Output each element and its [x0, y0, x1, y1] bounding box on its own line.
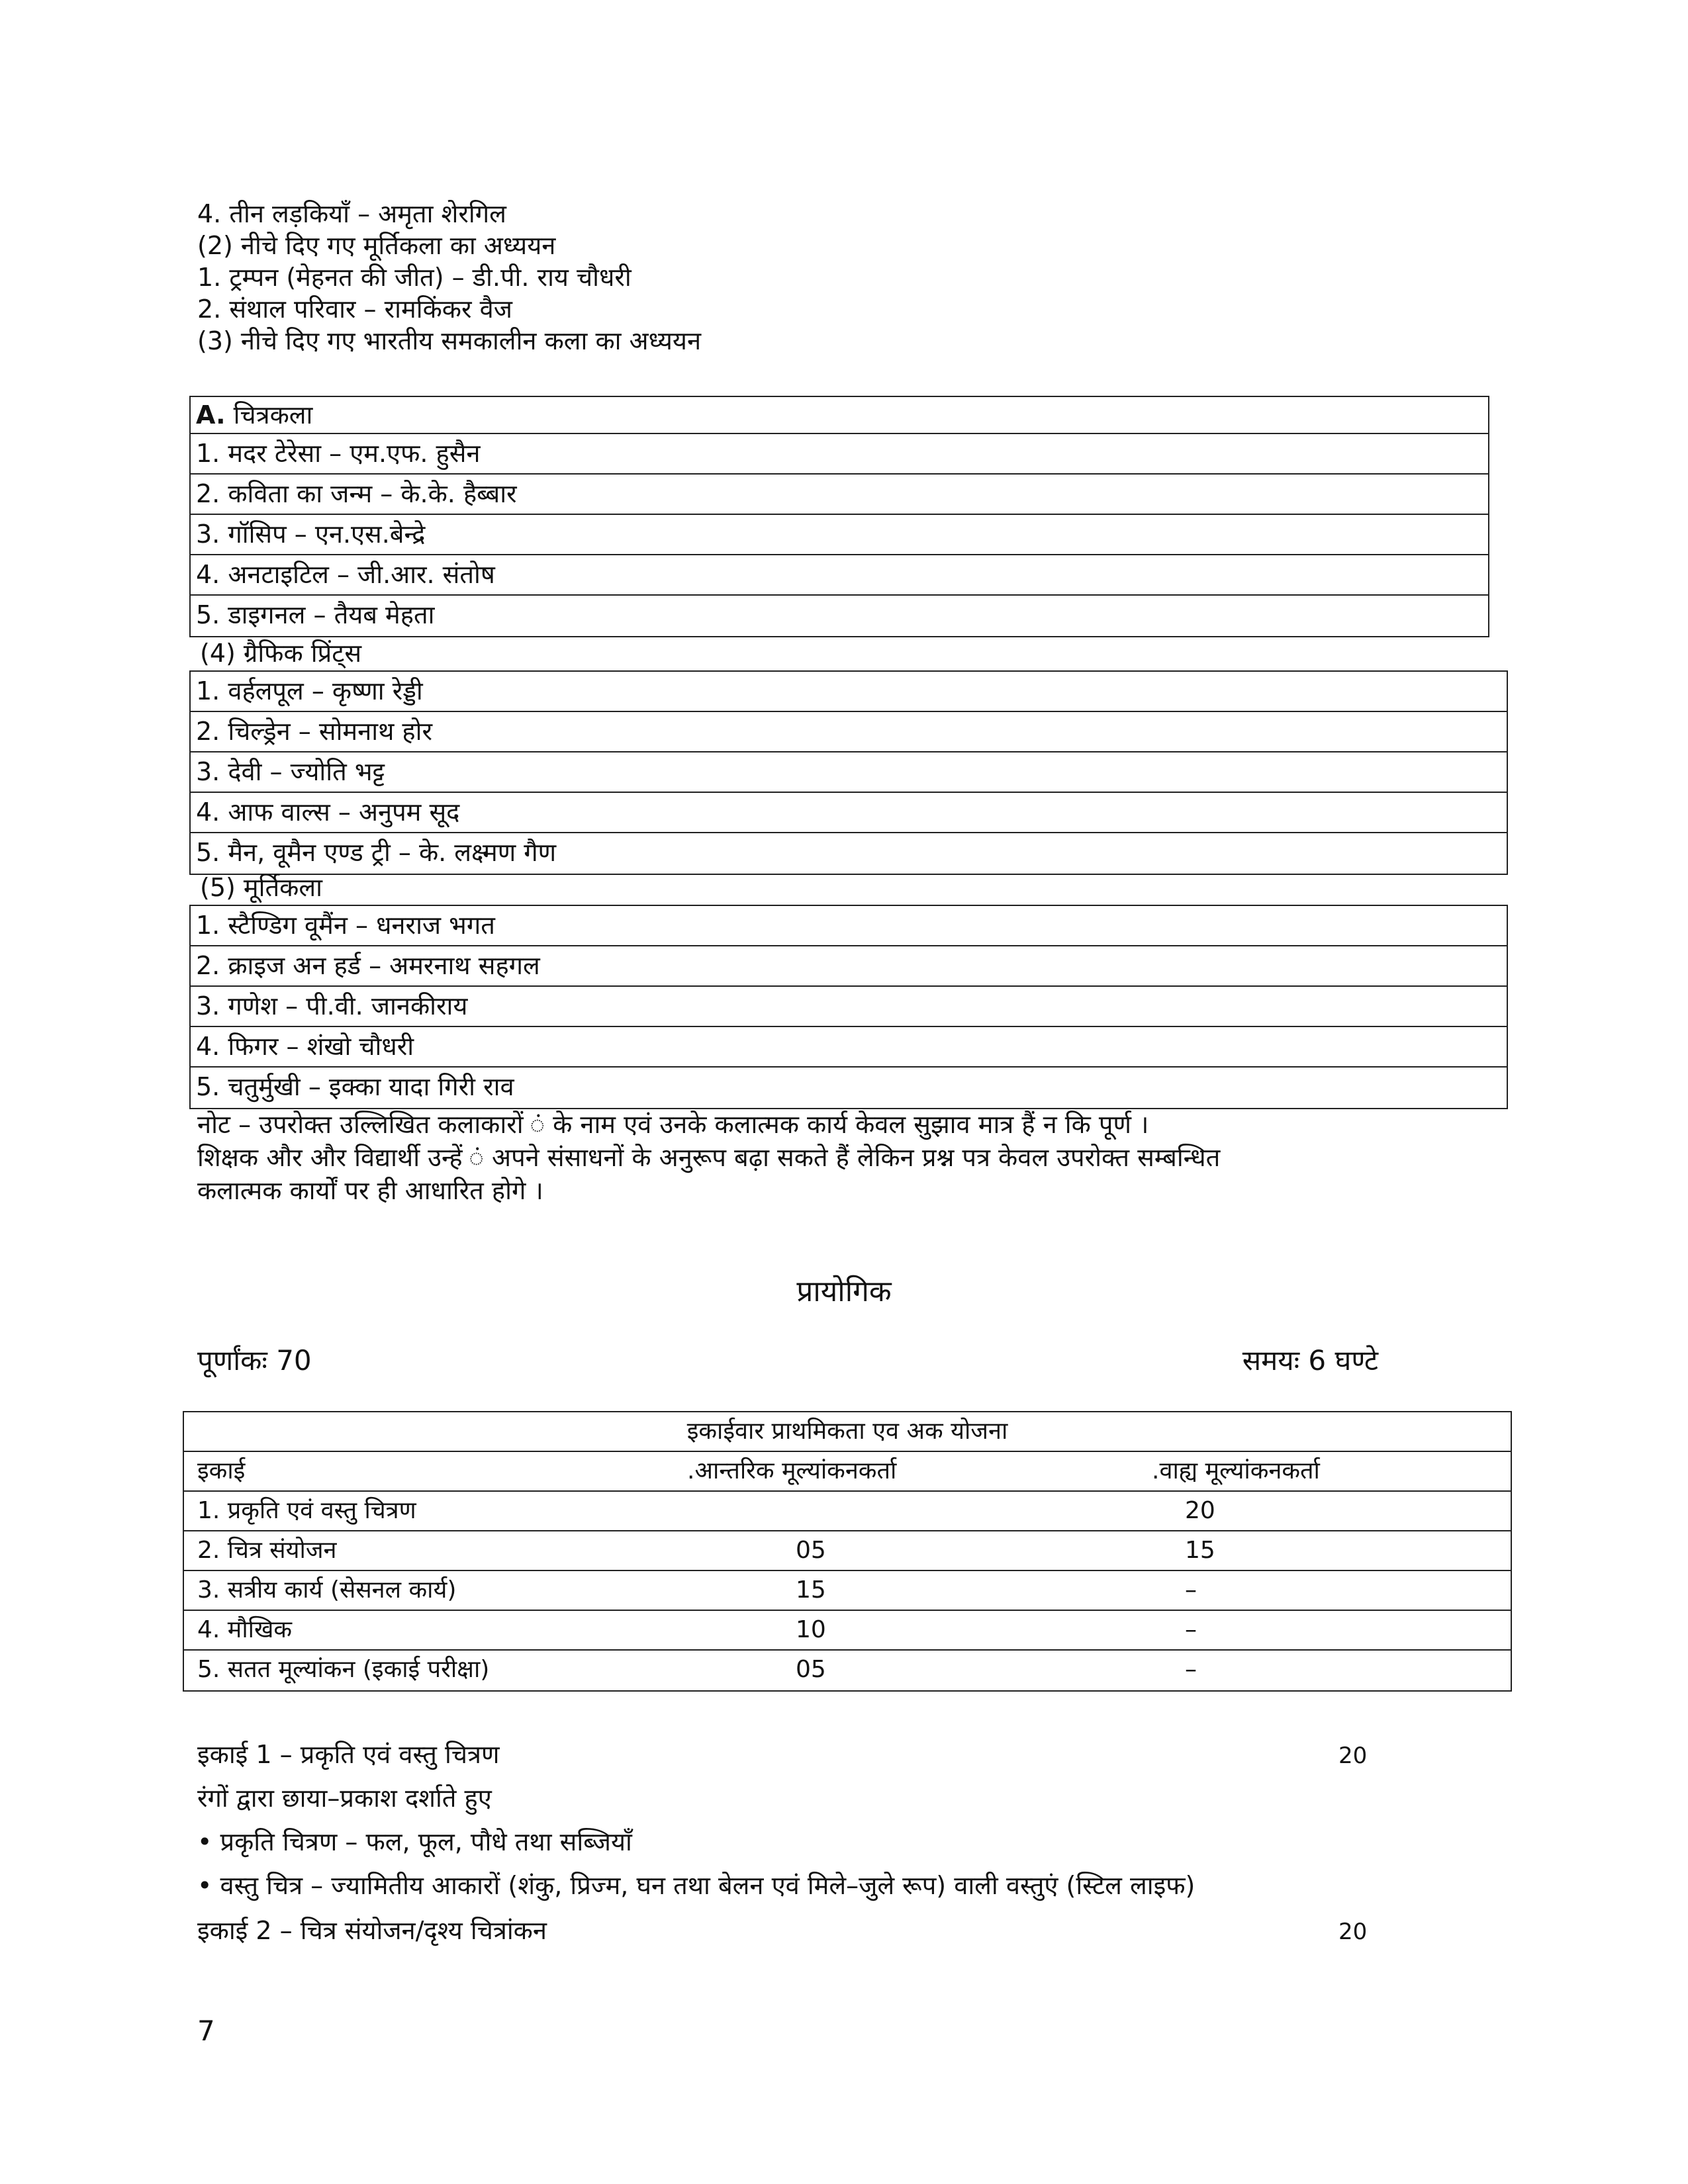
header-internal: .आन्तरिक मूल्यांकनकर्ता	[687, 1457, 897, 1484]
table-row: 3. देवी – ज्योति भट्ट	[191, 752, 1507, 793]
table-row	[184, 1611, 1511, 1651]
section-label: (4) ग्रैफिक प्रिंट्स	[200, 639, 362, 668]
table-row	[184, 1492, 1511, 1531]
unit-name: 5. सतत मूल्यांकन (इकाई परीक्षा)	[197, 1656, 490, 1683]
internal-marks: 15	[796, 1576, 826, 1604]
table-row: 3. गणेश – पी.वी. जानकीराय	[191, 987, 1507, 1027]
table-row	[184, 1651, 1511, 1690]
table-row: 2. क्राइज अन हर्ड – अमरनाथ सहगल	[191, 946, 1507, 987]
external-marks: 20	[1185, 1497, 1215, 1524]
note-line: कलात्मक कार्यों पर ही आधारित होगे ।	[197, 1176, 543, 1205]
table-row: 3. गॉसिप – एन.एस.बेन्द्रे	[191, 515, 1488, 555]
unit-name: 2. चित्र संयोजन	[197, 1537, 337, 1564]
painting-table	[189, 396, 1489, 637]
table-row: 5. चतुर्मुखी – इक्का यादा गिरी राव	[196, 1072, 514, 1101]
text-line: 2. संथाल परिवार – रामकिंकर वैज	[197, 295, 512, 324]
internal-marks: 05	[796, 1537, 826, 1564]
table-row: 4. अनटाइटिल – जी.आर. संतोष	[191, 555, 1488, 596]
unit1-line: रंगों द्वारा छाया–प्रकाश दर्शाते हुए	[197, 1784, 492, 1813]
internal-marks: 05	[796, 1656, 826, 1683]
time-allowed: समयः 6 घण्टे	[1242, 1344, 1378, 1377]
page-number: 7	[197, 2015, 215, 2047]
unit2-marks: 20	[1338, 1919, 1368, 1945]
internal-marks: 10	[796, 1616, 826, 1643]
text-line: (3) नीचे दिए गए भारतीय समकालीन कला का अध्ययन	[197, 326, 702, 355]
heading-label: चित्रकला	[225, 400, 313, 430]
unit2-title: इकाई 2 – चित्र संयोजन/दृश्य चित्रांकन	[197, 1916, 547, 1945]
unit1-line: • वस्तु चित्र – ज्यामितीय आकारों (शंकु, प्रिज्म, घन तथा बेलन एवं मिले–जुले रूप) वाली वस्तुएं (स्टिल लाइफ)	[197, 1871, 1196, 1900]
external-marks: –	[1185, 1656, 1197, 1683]
marks-scheme-table	[183, 1411, 1512, 1692]
table-caption: इकाईवार प्राथमिकता एव अक योजना	[686, 1418, 1008, 1445]
table-caption-row	[184, 1412, 1511, 1452]
table-row: 4. फिगर – शंखो चौधरी	[191, 1027, 1507, 1068]
table-row: 5. मैन, वूमैन एण्ड ट्री – के. लक्ष्मण गैण	[196, 838, 557, 867]
table-row: 1. स्टैण्डिग वूमैंन – धनराज भगत	[191, 906, 1507, 946]
sculpture-table	[189, 905, 1508, 1109]
table-row: 2. कविता का जन्म – के.के. हैब्बार	[191, 475, 1488, 515]
section-label: (5) मूर्तिकला	[200, 873, 322, 902]
text-line: 1. ट्रम्पन (मेहनत की जीत) – डी.पी. राय चौधरी	[197, 263, 632, 292]
unit-name: 1. प्रकृति एवं वस्तु चित्रण	[197, 1497, 416, 1524]
full-marks: पूर्णांकः 70	[197, 1344, 312, 1377]
header-external: .वाह्य मूल्यांकनकर्ता	[1152, 1457, 1320, 1484]
table-row	[184, 1531, 1511, 1571]
external-marks: 15	[1185, 1537, 1215, 1564]
text-line: (2) नीचे दिए गए मूर्तिकला का अध्ययन	[197, 231, 556, 260]
table-row: 1. वर्हलपूल – कृष्णा रेड्डी	[191, 672, 1507, 712]
unit-name: 3. सत्रीय कार्य (सेसनल कार्य)	[197, 1576, 457, 1604]
header-unit: इकाई	[197, 1457, 246, 1484]
note-line: नोट – उपरोक्त उल्लिखित कलाकारों ं के नाम एवं उनके कलात्मक कार्य केवल सुझाव मात्र हैं न कि पूर्ण ।	[197, 1110, 1149, 1139]
external-marks: –	[1185, 1576, 1197, 1604]
unit1-marks: 20	[1338, 1743, 1368, 1769]
unit-name: 4. मौखिक	[197, 1616, 293, 1643]
note-line: शिक्षक और और विद्यार्थी उन्हें ं अपने संसाधनों के अनुरूप बढ़ा सकते हैं लेकिन प्रश्न पत्र केवल उपरोक्त सम्बन्धित	[197, 1143, 1221, 1172]
table-heading	[191, 397, 1488, 434]
heading-letter: A.	[196, 400, 226, 430]
unit1-title: इकाई 1 – प्रकृति एवं वस्तु चित्रण	[197, 1740, 500, 1769]
table-row: 4. आफ वाल्स – अनुपम सूद	[191, 793, 1507, 833]
table-row: 2. चिल्ड्रेन – सोमनाथ होर	[191, 712, 1507, 752]
table-row: 1. मदर टेरेसा – एम.एफ. हुसैन	[191, 434, 1488, 475]
table-row: 5. डाइगनल – तैयब मेहता	[196, 600, 435, 629]
unit1-line: • प्रकृति चित्रण – फल, फूल, पौधे तथा सब्जियाँ	[197, 1827, 632, 1856]
table-header-row	[184, 1452, 1511, 1492]
external-marks: –	[1185, 1616, 1197, 1643]
table-row	[184, 1571, 1511, 1611]
text-line: 4. तीन लड़कियाँ – अमृता शेरगिल	[197, 199, 506, 228]
graphic-prints-table	[189, 670, 1508, 875]
practical-title: प्रायोगिक	[796, 1275, 892, 1308]
